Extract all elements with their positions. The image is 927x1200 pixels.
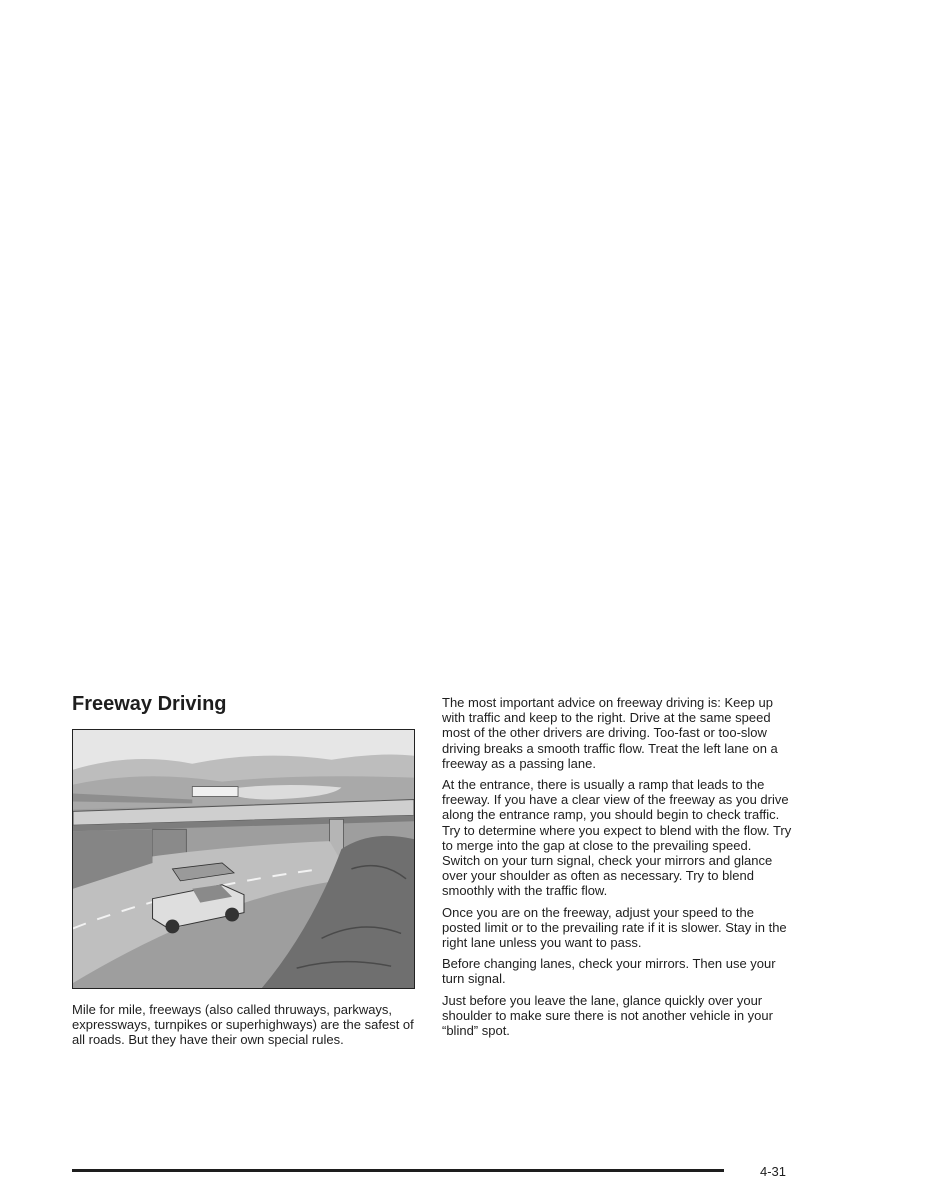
right-column: [442, 695, 792, 1044]
paragraph-keep-up-with-traffic: The most important advice on freeway driving is: Keep up with traffic and keep to the right. Drive at the same speed most of the other drivers are driving. Too-fast or too-slow driving breaks a smooth traffic flow. Treat the left lane on a freeway as a passing lane.: [442, 695, 778, 771]
section-title: Freeway Driving: [72, 693, 227, 715]
intro-paragraph: Mile for mile, freeways (also called thruways, parkways, expressways, turnpikes or superhighways) are the safest of all roads. But they have their own special rules.: [72, 1002, 414, 1048]
freeway-scene-drawing: [73, 730, 414, 988]
paragraph-blind-spot: Just before you leave the lane, glance quickly over your shoulder to make sure there is not another vehicle in your “blind” spot.: [442, 992, 773, 1039]
footer-rule: [72, 1169, 724, 1172]
paragraph-adjust-speed: Once you are on the freeway, adjust your speed to the posted limit or to the prevailing rate if it is slower. Stay in the right lane unless you want to pass.: [442, 904, 787, 951]
page-number: 4-31: [760, 1164, 787, 1179]
freeway-illustration: [72, 729, 415, 989]
paragraph-changing-lanes: Before changing lanes, check your mirrors. Then use your turn signal.: [442, 956, 776, 987]
paragraph-entrance-ramp: At the entrance, there is usually a ramp that leads to the freeway. If you have a clear view of the freeway as you drive along the entrance ramp, you should begin to check traffic. Try to determine where you expect to blend with the flow. Try to merge into the gap at close to the prevailing speed. Switch on your turn signal, check your mirrors and glance over your shoulder as often as necessary. Try to blend smoothly with the traffic flow.: [442, 777, 792, 899]
